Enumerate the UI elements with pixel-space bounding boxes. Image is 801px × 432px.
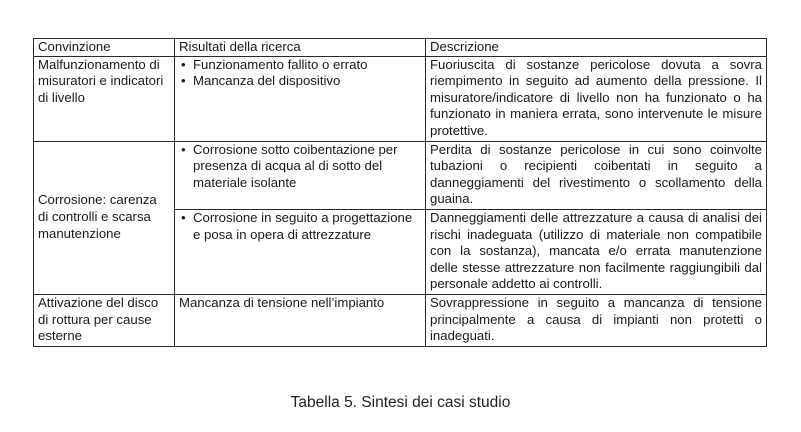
table-caption: Tabella 5. Sintesi dei casi studio	[290, 394, 511, 411]
risultati-list	[179, 57, 421, 90]
table-row	[34, 56, 767, 141]
cell-convinzione: Malfunzionamento di misuratori e indicatori di livello	[34, 56, 175, 141]
list-item: • Mancanza del dispositivo	[181, 73, 341, 89]
cell-descrizione: Danneggiamenti delle attrezzature a causa di analisi dei rischi inadeguata (utilizzo di materiale non compatibile con la sostanza), mancata e/o errata manutenzione delle stesse attrezzature non facilmente raggiungibili dal personale addetto ai controlli.	[426, 209, 767, 294]
bullet-icon: •	[181, 141, 186, 157]
risultati-list	[179, 210, 421, 243]
header-descrizione: Descrizione	[426, 39, 767, 57]
bullet-icon: •	[181, 73, 186, 89]
list-item: • Funzionamento fallito o errato	[181, 56, 368, 72]
table-header-row	[34, 39, 767, 57]
cell-convinzione: Corrosione: carenza di controlli e scarsa manutenzione	[34, 141, 175, 294]
cell-risultati	[175, 56, 426, 141]
case-study-table-container	[33, 38, 766, 347]
header-convinzione: Convinzione	[34, 39, 175, 57]
bullet-icon: •	[181, 209, 186, 225]
list-item: • Corrosione sotto coibentazione per presenza di acqua al di sotto del materiale isolante	[181, 141, 398, 190]
cell-descrizione: Perdita di sostanze pericolose in cui sono coinvolte tubazioni o recipienti coibentati in seguito a danneggiamenti del rivestimento o scollamento della guaina.	[426, 141, 767, 209]
cell-descrizione: Sovrappressione in seguito a mancanza di tensione principalmente a causa di impianti non protetti o inadeguati.	[426, 294, 767, 346]
list-item: • Corrosione in seguito a progettazione e posa in opera di attrezzature	[181, 209, 413, 242]
risultati-list	[179, 142, 421, 192]
header-risultati: Risultati della ricerca	[175, 39, 426, 57]
bullet-icon: •	[181, 56, 186, 72]
table-row	[34, 294, 767, 346]
case-study-table	[33, 38, 767, 347]
cell-risultati	[175, 141, 426, 209]
cell-convinzione: Attivazione del disco di rottura per cause esterne	[34, 294, 175, 346]
cell-descrizione: Fuoriuscita di sostanze pericolose dovuta a sovra riempimento in seguito ad aumento della pressione. Il misuratore/indicatore di livello non ha funzionato o ha funzionato in maniera errata, sono intervenute le misure protettive.	[426, 56, 767, 141]
cell-risultati: Mancanza di tensione nell’impianto	[175, 294, 426, 346]
cell-risultati	[175, 209, 426, 294]
table-row	[34, 141, 767, 209]
